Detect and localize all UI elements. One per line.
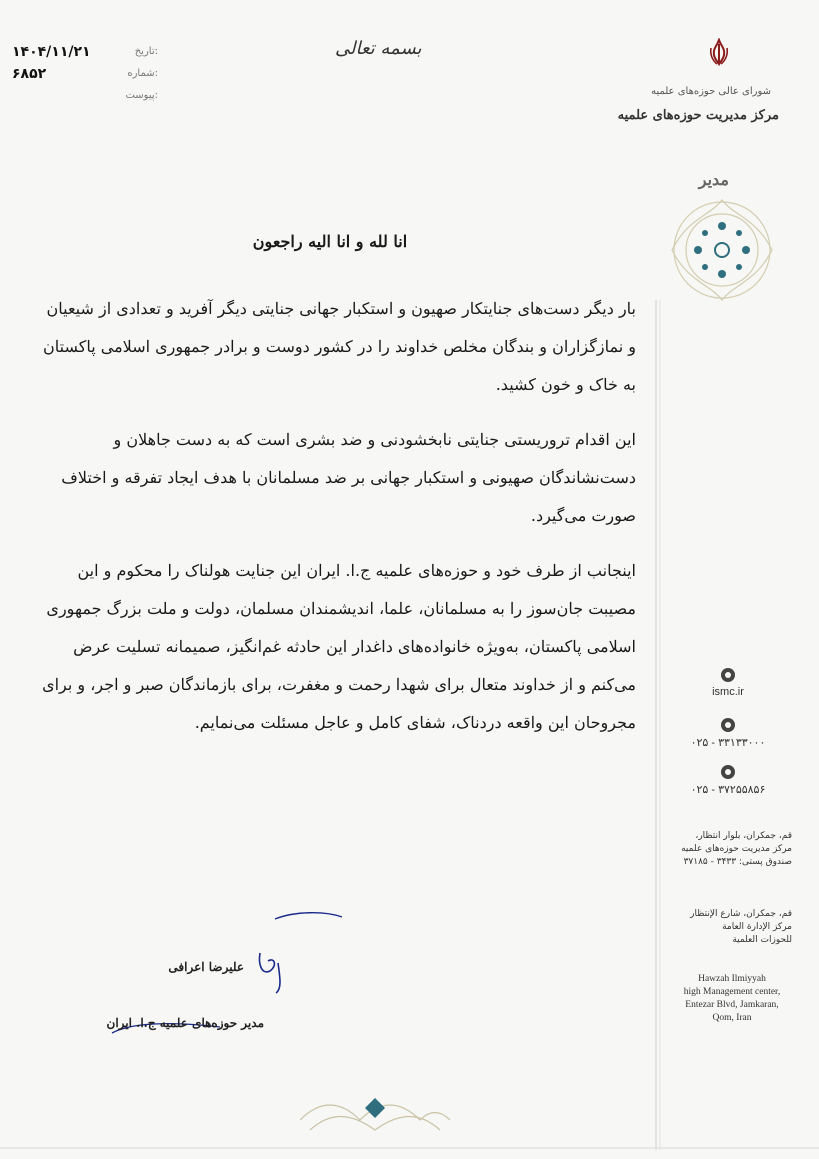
address-line: صندوق پستی: ۳۴۳۳ - ۳۷۱۸۵	[683, 857, 792, 867]
attachment-label: پیوست:	[125, 90, 158, 101]
website-text[interactable]: ismc.ir	[712, 686, 744, 698]
address-line: Hawzah Ilmiyyah	[698, 974, 766, 984]
address-english	[672, 973, 792, 1025]
address-line: Qom, Iran	[712, 1013, 752, 1023]
ornament-rosette-icon	[668, 196, 776, 304]
address-arabic	[662, 908, 792, 947]
date-label: تاریخ:	[134, 46, 158, 57]
iran-emblem-icon	[708, 38, 730, 66]
address-line: مرکز مدیریت حوزه‌های علمیه	[681, 844, 792, 854]
phone-block	[668, 718, 788, 749]
letter-meta	[8, 44, 158, 110]
address-line: high Management center,	[683, 987, 781, 997]
address-line: Entezar Blvd, Jamkaran,	[685, 1000, 779, 1010]
org-name: مرکز مدیریت حوزه‌های علمیه	[617, 108, 779, 123]
fax-block	[668, 765, 788, 796]
date-value: ۱۴۰۴/۱۱/۲۱	[12, 44, 91, 60]
address-persian	[662, 830, 792, 869]
phone-text: ۰۲۵ - ۳۳۱۳۳۰۰۰	[690, 737, 766, 749]
number-value: ۶۸۵۲	[12, 66, 47, 82]
basmala: بسمه تعالی	[335, 38, 422, 59]
number-label: شماره:	[127, 68, 158, 79]
address-line: للحوزات العلمیة	[732, 935, 792, 945]
role-title: مدیر	[698, 170, 729, 189]
org-subtitle: شورای عالی حوزه‌های علمیه	[651, 86, 771, 97]
phone-icon	[721, 718, 735, 732]
website-block	[668, 668, 788, 698]
address-line: قم، جمکران، شارع الإنتظار	[690, 909, 792, 919]
ornament-border-icon	[300, 1080, 450, 1136]
paragraph: بار دیگر دست‌های جنایتکار صهیون و استکبار جهانی جنایتی دیگر آفرید و تعدادی از شیعیان و نمازگزاران و بندگان مخلص خداوند را در کشور دوست و برادر جمهوری اسلامی پاکستان به خاک و خون کشید.	[43, 299, 636, 394]
address-line: قم، جمکران، بلوار انتظار،	[695, 831, 792, 841]
fax-icon	[721, 765, 735, 779]
opening-line: انا لله و انا الیه راجعون	[252, 232, 408, 251]
paragraph: این اقدام تروریستی جنایتی نابخشودنی و ضد بشری است که به دست جاهلان و دست‌نشاندگان صهیونی و استکبار جهانی بر ضد مسلمانان با هدف ایجاد تفرقه و اختلاف صورت می‌گیرد.	[61, 430, 636, 525]
paragraph: اینجانب از طرف خود و حوزه‌های علمیه ج.ا. ایران این جنایت هولناک را محکوم و این مصیبت جان‌سوز را به مسلمانان، علما، اندیشمندان مسلمان، دولت و ملت بزرگ جمهوری اسلامی پاکستان، به‌ویژه خانواده‌های داغدار این حادثه غم‌انگیز، صمیمانه تسلیت عرض می‌کنم و از خداوند متعال برای شهدا رحمت و مغفرت، برای بازماندگان صبر و اجر، و برای مجروحان این واقعه دردناک، شفای کامل و عاجل مسئلت می‌نمایم.	[42, 561, 636, 732]
fax-text: ۰۲۵ - ۳۷۲۵۵۸۵۶	[690, 784, 766, 796]
signer-title: مدیر حوزه‌های علمیه ج.ا. ایران	[106, 1016, 264, 1030]
letter-body	[40, 290, 636, 742]
address-line: مرکز الإدارة العامة	[722, 922, 792, 932]
signer-name: علیرضا اعرافی	[168, 960, 244, 974]
globe-icon	[721, 668, 735, 682]
